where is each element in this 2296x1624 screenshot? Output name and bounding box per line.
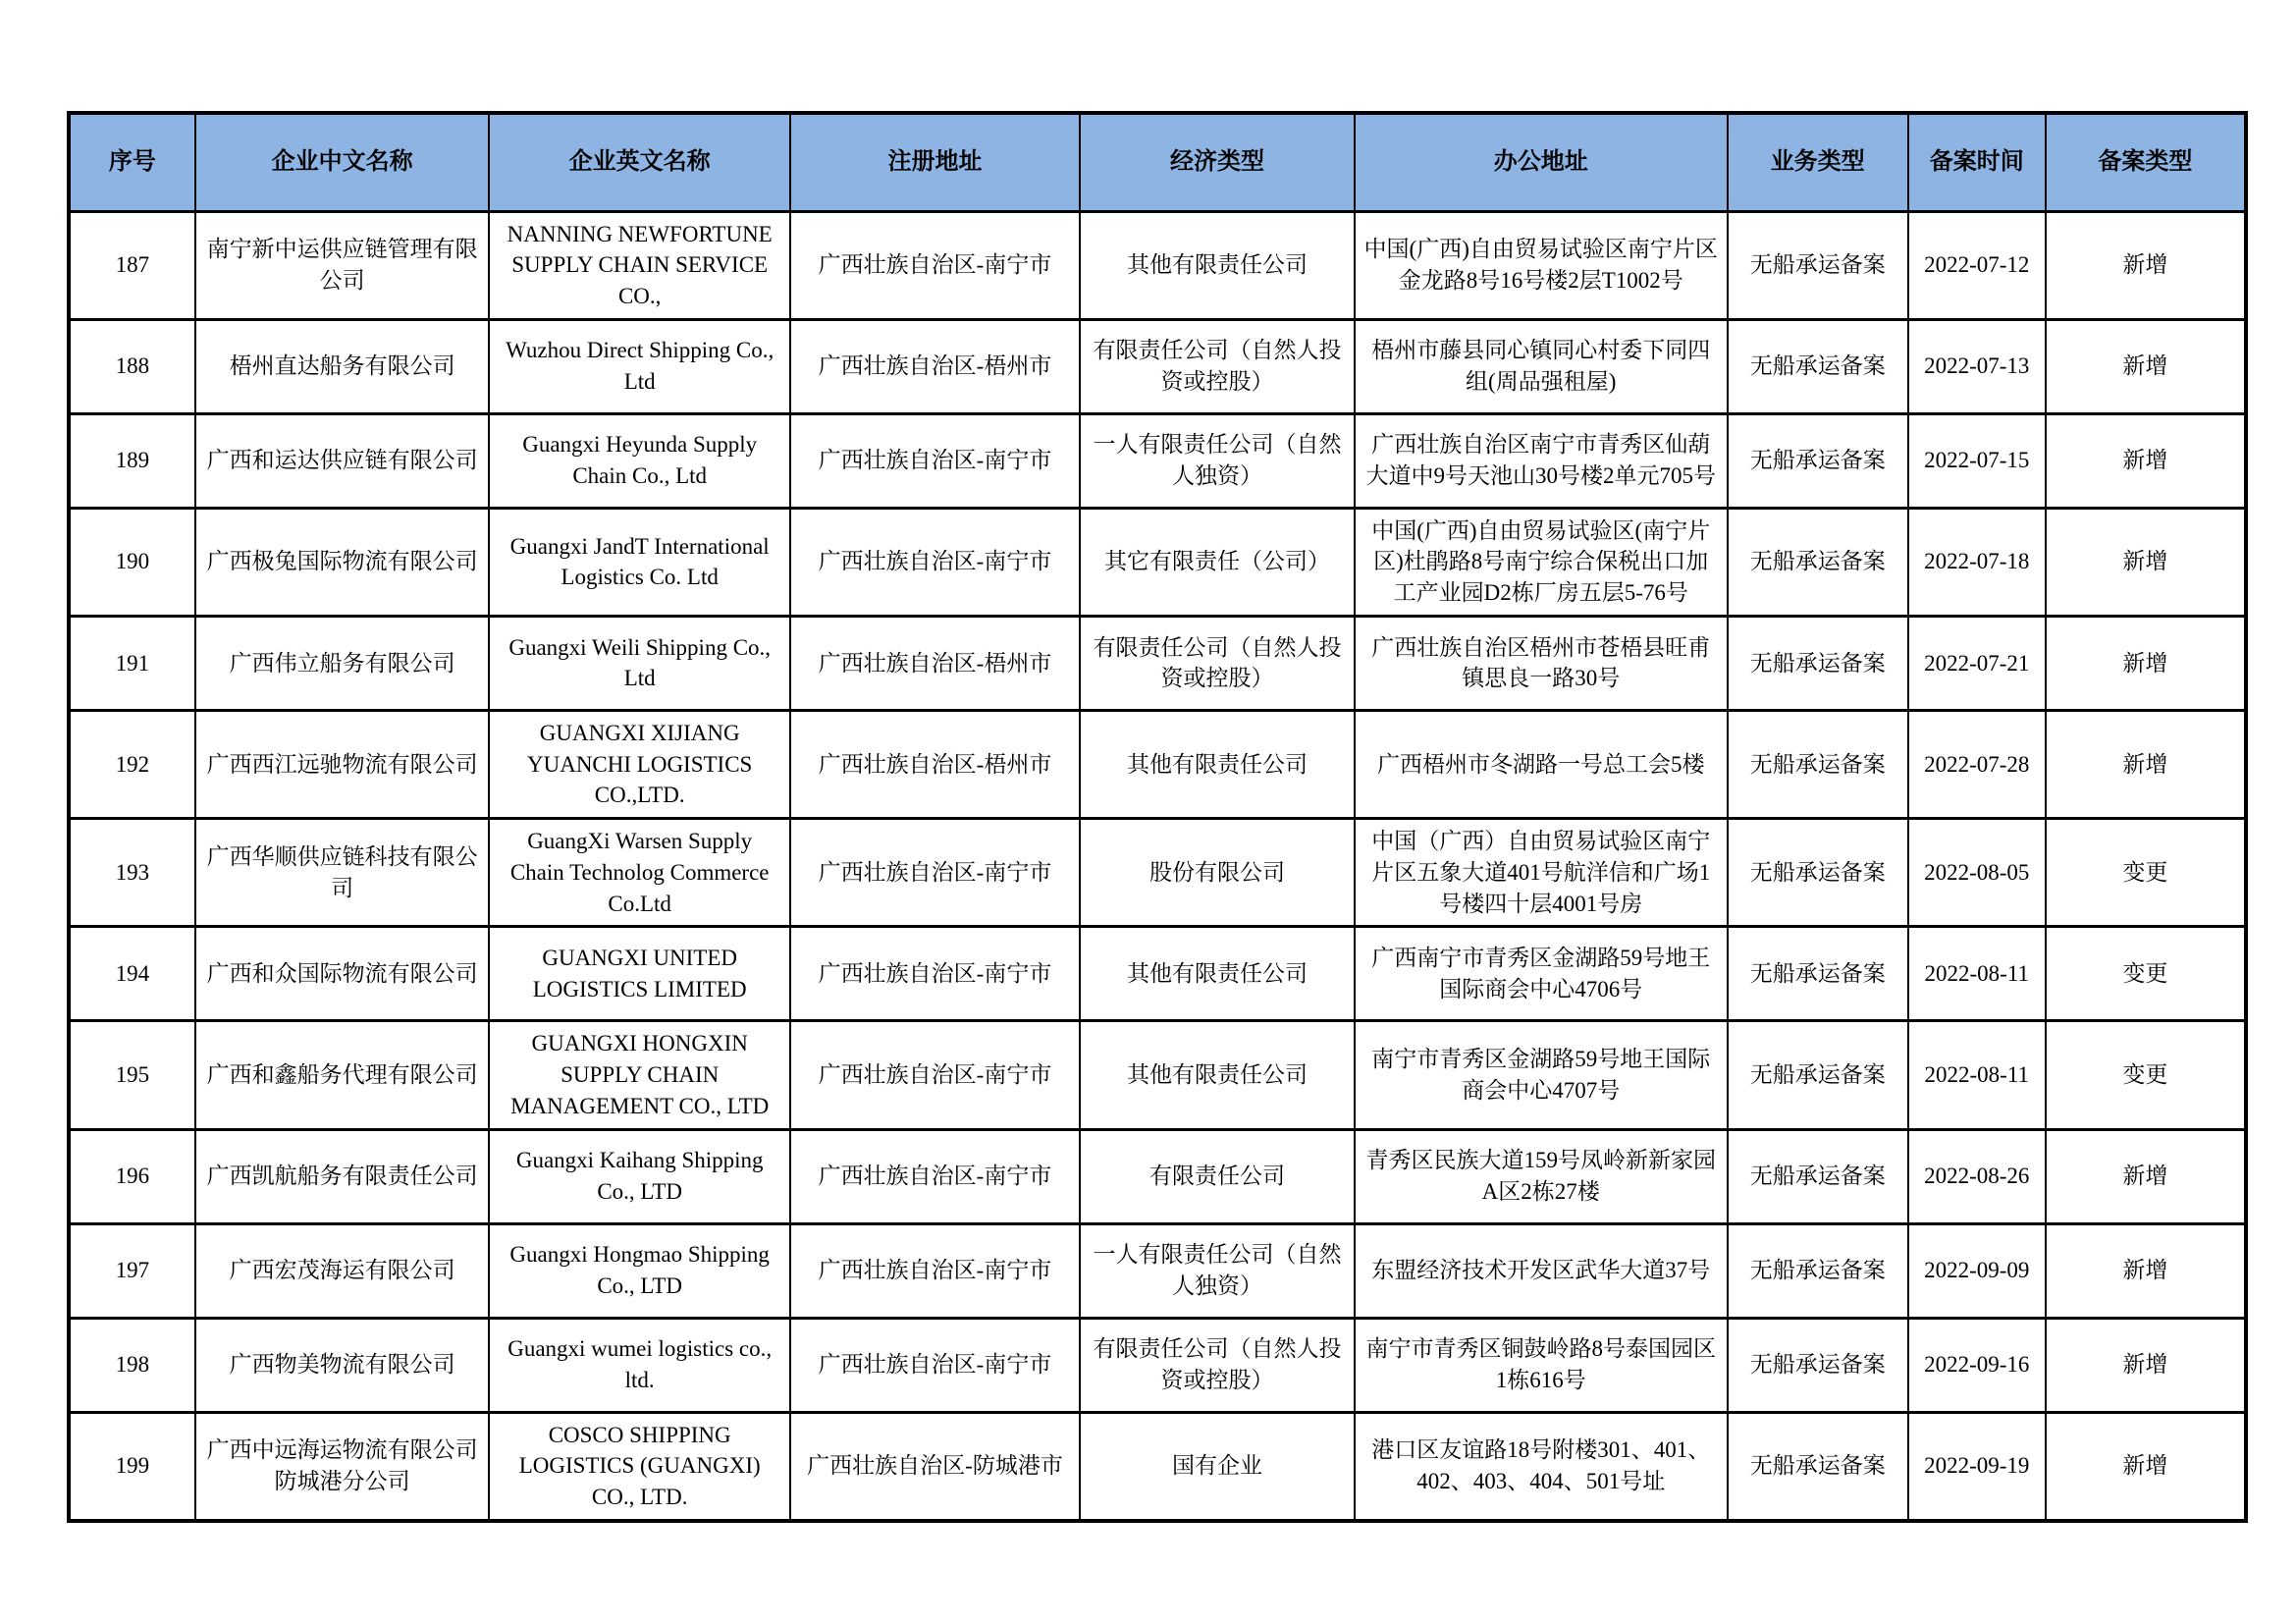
cell-en-name: Guangxi JandT International Logistics Co. Ltd	[489, 508, 789, 616]
cell-biz-type: 无船承运备案	[1728, 508, 1908, 616]
cell-biz-type: 无船承运备案	[1728, 616, 1908, 710]
cell-biz-type: 无船承运备案	[1728, 927, 1908, 1021]
cell-record-type: 变更	[2046, 819, 2246, 927]
cell-cn-name: 广西中远海运物流有限公司防城港分公司	[195, 1412, 490, 1521]
cell-biz-type: 无船承运备案	[1728, 413, 1908, 508]
table-row	[69, 1021, 2246, 1129]
cell-cn-name: 南宁新中运供应链管理有限公司	[195, 211, 490, 319]
cell-biz-type: 无船承运备案	[1728, 1318, 1908, 1412]
cell-record-date: 2022-07-28	[1908, 710, 2046, 818]
cell-cn-name: 广西极兔国际物流有限公司	[195, 508, 490, 616]
cell-record-date: 2022-08-26	[1908, 1129, 2046, 1223]
cell-no: 187	[69, 211, 195, 319]
cell-econ-type: 国有企业	[1080, 1412, 1355, 1521]
col-header-office-addr: 办公地址	[1355, 113, 1728, 211]
cell-office-addr: 港口区友谊路18号附楼301、401、402、403、404、501号址	[1355, 1412, 1728, 1521]
cell-econ-type: 有限责任公司（自然人投资或控股）	[1080, 1318, 1355, 1412]
cell-record-type: 新增	[2046, 413, 2246, 508]
cell-biz-type: 无船承运备案	[1728, 319, 1908, 413]
table-header	[69, 113, 2246, 211]
cell-office-addr: 广西南宁市青秀区金湖路59号地王国际商会中心4706号	[1355, 927, 1728, 1021]
cell-reg-addr: 广西壮族自治区-南宁市	[790, 1021, 1080, 1129]
cell-record-date: 2022-07-13	[1908, 319, 2046, 413]
cell-reg-addr: 广西壮族自治区-南宁市	[790, 211, 1080, 319]
table-row	[69, 1129, 2246, 1223]
table-row	[69, 508, 2246, 616]
cell-en-name: COSCO SHIPPING LOGISTICS (GUANGXI) CO., LTD.	[489, 1412, 789, 1521]
cell-record-type: 变更	[2046, 927, 2246, 1021]
table-row	[69, 1318, 2246, 1412]
cell-cn-name: 广西和众国际物流有限公司	[195, 927, 490, 1021]
cell-cn-name: 梧州直达船务有限公司	[195, 319, 490, 413]
cell-record-date: 2022-09-19	[1908, 1412, 2046, 1521]
cell-reg-addr: 广西壮族自治区-南宁市	[790, 413, 1080, 508]
cell-record-date: 2022-07-21	[1908, 616, 2046, 710]
nvocc-filing-table	[67, 111, 2248, 1523]
cell-record-date: 2022-07-15	[1908, 413, 2046, 508]
col-header-record-type: 备案类型	[2046, 113, 2246, 211]
table-row	[69, 1412, 2246, 1521]
cell-record-date: 2022-07-12	[1908, 211, 2046, 319]
cell-reg-addr: 广西壮族自治区-梧州市	[790, 616, 1080, 710]
cell-biz-type: 无船承运备案	[1728, 1021, 1908, 1129]
cell-record-date: 2022-09-16	[1908, 1318, 2046, 1412]
cell-econ-type: 有限责任公司（自然人投资或控股）	[1080, 616, 1355, 710]
cell-en-name: GUANGXI UNITED LOGISTICS LIMITED	[489, 927, 789, 1021]
cell-cn-name: 广西宏茂海运有限公司	[195, 1223, 490, 1318]
cell-econ-type: 其它有限责任（公司）	[1080, 508, 1355, 616]
cell-biz-type: 无船承运备案	[1728, 1223, 1908, 1318]
cell-cn-name: 广西华顺供应链科技有限公司	[195, 819, 490, 927]
cell-cn-name: 广西和运达供应链有限公司	[195, 413, 490, 508]
cell-en-name: Guangxi wumei logistics co., ltd.	[489, 1318, 789, 1412]
cell-record-type: 新增	[2046, 1412, 2246, 1521]
cell-cn-name: 广西和鑫船务代理有限公司	[195, 1021, 490, 1129]
cell-no: 194	[69, 927, 195, 1021]
cell-record-type: 新增	[2046, 319, 2246, 413]
table-row	[69, 819, 2246, 927]
cell-econ-type: 其他有限责任公司	[1080, 211, 1355, 319]
cell-record-type: 新增	[2046, 211, 2246, 319]
cell-reg-addr: 广西壮族自治区-梧州市	[790, 319, 1080, 413]
cell-econ-type: 其他有限责任公司	[1080, 927, 1355, 1021]
cell-record-type: 新增	[2046, 1318, 2246, 1412]
cell-record-date: 2022-08-11	[1908, 1021, 2046, 1129]
cell-econ-type: 其他有限责任公司	[1080, 710, 1355, 818]
cell-no: 188	[69, 319, 195, 413]
cell-no: 189	[69, 413, 195, 508]
cell-biz-type: 无船承运备案	[1728, 710, 1908, 818]
cell-record-type: 新增	[2046, 710, 2246, 818]
col-header-biz-type: 业务类型	[1728, 113, 1908, 211]
cell-record-date: 2022-08-11	[1908, 927, 2046, 1021]
cell-record-date: 2022-08-05	[1908, 819, 2046, 927]
cell-no: 192	[69, 710, 195, 818]
cell-no: 199	[69, 1412, 195, 1521]
table-body	[69, 211, 2246, 1521]
cell-no: 195	[69, 1021, 195, 1129]
cell-no: 197	[69, 1223, 195, 1318]
cell-office-addr: 南宁市青秀区金湖路59号地王国际商会中心4707号	[1355, 1021, 1728, 1129]
cell-reg-addr: 广西壮族自治区-南宁市	[790, 1318, 1080, 1412]
table-row	[69, 319, 2246, 413]
cell-record-type: 新增	[2046, 508, 2246, 616]
cell-econ-type: 一人有限责任公司（自然人独资）	[1080, 1223, 1355, 1318]
table-row	[69, 927, 2246, 1021]
cell-office-addr: 广西壮族自治区梧州市苍梧县旺甫镇思良一路30号	[1355, 616, 1728, 710]
cell-reg-addr: 广西壮族自治区-防城港市	[790, 1412, 1080, 1521]
cell-no: 198	[69, 1318, 195, 1412]
cell-record-type: 新增	[2046, 1223, 2246, 1318]
col-header-econ-type: 经济类型	[1080, 113, 1355, 211]
cell-en-name: Guangxi Kaihang Shipping Co., LTD	[489, 1129, 789, 1223]
cell-reg-addr: 广西壮族自治区-南宁市	[790, 927, 1080, 1021]
cell-reg-addr: 广西壮族自治区-南宁市	[790, 819, 1080, 927]
cell-office-addr: 中国(广西)自由贸易试验区(南宁片区)杜鹃路8号南宁综合保税出口加工产业园D2栋厂房五层5-76号	[1355, 508, 1728, 616]
cell-record-type: 新增	[2046, 1129, 2246, 1223]
header-row	[69, 113, 2246, 211]
cell-record-type: 变更	[2046, 1021, 2246, 1129]
col-header-cn-name: 企业中文名称	[195, 113, 490, 211]
cell-office-addr: 青秀区民族大道159号凤岭新新家园A区2栋27楼	[1355, 1129, 1728, 1223]
cell-en-name: GUANGXI XIJIANG YUANCHI LOGISTICS CO.,LTD.	[489, 710, 789, 818]
cell-no: 190	[69, 508, 195, 616]
cell-cn-name: 广西伟立船务有限公司	[195, 616, 490, 710]
cell-cn-name: 广西凯航船务有限责任公司	[195, 1129, 490, 1223]
cell-no: 193	[69, 819, 195, 927]
cell-econ-type: 一人有限责任公司（自然人独资）	[1080, 413, 1355, 508]
cell-no: 191	[69, 616, 195, 710]
cell-econ-type: 其他有限责任公司	[1080, 1021, 1355, 1129]
cell-office-addr: 东盟经济技术开发区武华大道37号	[1355, 1223, 1728, 1318]
cell-biz-type: 无船承运备案	[1728, 211, 1908, 319]
table-row	[69, 616, 2246, 710]
cell-cn-name: 广西西江远驰物流有限公司	[195, 710, 490, 818]
cell-cn-name: 广西物美物流有限公司	[195, 1318, 490, 1412]
col-header-record-date: 备案时间	[1908, 113, 2046, 211]
col-header-en-name: 企业英文名称	[489, 113, 789, 211]
cell-reg-addr: 广西壮族自治区-南宁市	[790, 508, 1080, 616]
cell-office-addr: 中国(广西)自由贸易试验区南宁片区金龙路8号16号楼2层T1002号	[1355, 211, 1728, 319]
cell-office-addr: 广西壮族自治区南宁市青秀区仙葫大道中9号天池山30号楼2单元705号	[1355, 413, 1728, 508]
cell-office-addr: 南宁市青秀区铜鼓岭路8号泰国园区1栋616号	[1355, 1318, 1728, 1412]
cell-biz-type: 无船承运备案	[1728, 1412, 1908, 1521]
col-header-no: 序号	[69, 113, 195, 211]
cell-en-name: Guangxi Heyunda Supply Chain Co., Ltd	[489, 413, 789, 508]
cell-office-addr: 广西梧州市冬湖路一号总工会5楼	[1355, 710, 1728, 818]
cell-biz-type: 无船承运备案	[1728, 819, 1908, 927]
table-row	[69, 1223, 2246, 1318]
table-row	[69, 211, 2246, 319]
cell-biz-type: 无船承运备案	[1728, 1129, 1908, 1223]
cell-record-type: 新增	[2046, 616, 2246, 710]
cell-en-name: GUANGXI HONGXIN SUPPLY CHAIN MANAGEMENT CO., LTD	[489, 1021, 789, 1129]
cell-econ-type: 股份有限公司	[1080, 819, 1355, 927]
table-row	[69, 413, 2246, 508]
cell-office-addr: 梧州市藤县同心镇同心村委下同四组(周品强租屋)	[1355, 319, 1728, 413]
cell-record-date: 2022-07-18	[1908, 508, 2046, 616]
cell-reg-addr: 广西壮族自治区-梧州市	[790, 710, 1080, 818]
cell-econ-type: 有限责任公司	[1080, 1129, 1355, 1223]
table-row	[69, 710, 2246, 818]
cell-office-addr: 中国（广西）自由贸易试验区南宁片区五象大道401号航洋信和广场1号楼四十层4001号房	[1355, 819, 1728, 927]
cell-en-name: GuangXi Warsen Supply Chain Technolog Commerce Co.Ltd	[489, 819, 789, 927]
cell-econ-type: 有限责任公司（自然人投资或控股）	[1080, 319, 1355, 413]
cell-record-date: 2022-09-09	[1908, 1223, 2046, 1318]
cell-en-name: Guangxi Hongmao Shipping Co., LTD	[489, 1223, 789, 1318]
cell-reg-addr: 广西壮族自治区-南宁市	[790, 1129, 1080, 1223]
col-header-reg-addr: 注册地址	[790, 113, 1080, 211]
cell-no: 196	[69, 1129, 195, 1223]
cell-en-name: NANNING NEWFORTUNE SUPPLY CHAIN SERVICE CO.,	[489, 211, 789, 319]
cell-en-name: Guangxi Weili Shipping Co., Ltd	[489, 616, 789, 710]
cell-en-name: Wuzhou Direct Shipping Co., Ltd	[489, 319, 789, 413]
cell-reg-addr: 广西壮族自治区-南宁市	[790, 1223, 1080, 1318]
